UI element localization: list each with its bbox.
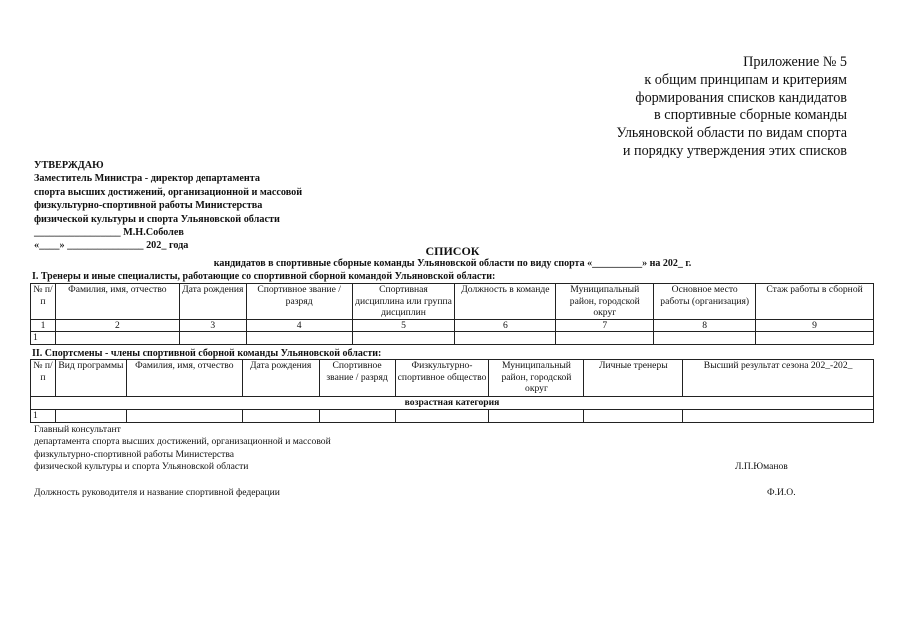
header-cell: Спортивная дисциплина или группа дисциплин <box>352 284 455 320</box>
empty-cell <box>179 332 246 345</box>
empty-cell <box>55 410 126 423</box>
empty-cell <box>126 410 242 423</box>
appendix-line: и порядку утверждения этих списков <box>622 142 847 159</box>
appendix-line: Ульяновской области по видам спорта <box>616 125 847 142</box>
table-header-row <box>31 284 874 320</box>
section2-table <box>30 359 874 423</box>
appendix-line: формирования списков кандидатов <box>635 89 847 106</box>
footer-line: физкультурно-спортивной работы Министерства <box>34 448 234 460</box>
number-cell: 4 <box>246 319 352 332</box>
category-row <box>31 397 874 410</box>
fio-label: Ф.И.О. <box>767 487 796 498</box>
signer-name: Л.П.Юманов <box>735 461 788 472</box>
empty-cell <box>654 332 756 345</box>
header-cell: Дата рождения <box>242 360 319 397</box>
appendix-line: к общим принципам и критериям <box>644 71 847 88</box>
document-title <box>0 245 905 270</box>
empty-cell <box>246 332 352 345</box>
footer-line: Главный консультант <box>34 424 121 435</box>
number-cell: 6 <box>455 319 556 332</box>
footer-line: физической культуры и спорта Ульяновской области <box>34 461 249 473</box>
table-header-row <box>31 360 874 397</box>
footer-line: департамента спорта высших достижений, организационной и массовой <box>34 436 331 448</box>
approve-date-line: «____» _______________ 202_ года <box>34 240 189 252</box>
approve-line: физической культуры и спорта Ульяновской области <box>34 213 280 225</box>
header-cell: Вид программы <box>55 360 126 397</box>
header-cell: Высший результат сезона 202_-202_ <box>683 360 874 397</box>
empty-cell <box>489 410 584 423</box>
section2-heading: II. Спортсмены - члены спортивной сборной команды Ульяновской области: <box>32 348 382 359</box>
approval-block <box>34 159 302 253</box>
footer-block <box>34 424 331 474</box>
header-cell: Стаж работы в сборной <box>756 284 874 320</box>
approve-line: спорта высших достижений, организационной и массовой <box>34 186 303 198</box>
empty-cell <box>683 410 874 423</box>
header-cell: Спортивное звание / разряд <box>319 360 395 397</box>
header-cell: Личные тренеры <box>584 360 683 397</box>
row-number-cell: 1 <box>31 332 56 345</box>
section1-heading: I. Тренеры и иные специалисты, работающие со спортивной сборной командой Ульяновской области: <box>32 271 496 282</box>
header-cell: Основное место работы (организация) <box>654 284 756 320</box>
number-cell: 2 <box>55 319 179 332</box>
number-cell: 9 <box>756 319 874 332</box>
table-row <box>31 410 874 423</box>
empty-cell <box>242 410 319 423</box>
number-cell: 7 <box>556 319 654 332</box>
header-cell: № п/п <box>31 360 56 397</box>
approve-line: Заместитель Министра - директор департамента <box>34 173 260 185</box>
column-number-row <box>31 319 874 332</box>
number-cell: 5 <box>352 319 455 332</box>
appendix-line: в спортивные сборные команды <box>654 107 847 124</box>
header-cell: Физкультурно-спортивное общество <box>395 360 489 397</box>
header-cell: Дата рождения <box>179 284 246 320</box>
header-cell: Муниципальный район, городской округ <box>556 284 654 320</box>
empty-cell <box>395 410 489 423</box>
title-main: СПИСОК <box>425 244 480 258</box>
empty-cell <box>319 410 395 423</box>
header-cell: Муниципальный район, городской округ <box>489 360 584 397</box>
header-cell: Спортивное звание / разряд <box>246 284 352 320</box>
empty-cell <box>55 332 179 345</box>
header-cell: № п/п <box>31 284 56 320</box>
empty-cell <box>352 332 455 345</box>
row-number-cell: 1 <box>31 410 56 423</box>
age-category-cell: возрастная категория <box>31 397 874 410</box>
table-row <box>31 332 874 345</box>
header-cell: Фамилия, имя, отчество <box>126 360 242 397</box>
number-cell: 1 <box>31 319 56 332</box>
approve-line: физкультурно-спортивной работы Министерства <box>34 200 263 212</box>
empty-cell <box>455 332 556 345</box>
title-sub: кандидатов в спортивные сборные команды Ульяновской области по виду спорта «__________» на 202_ г. <box>213 258 692 269</box>
approve-signature-line: _________________ М.Н.Соболев <box>34 227 184 239</box>
appendix-block <box>616 54 847 161</box>
approve-heading: УТВЕРЖДАЮ <box>34 160 104 171</box>
header-cell: Фамилия, имя, отчество <box>55 284 179 320</box>
number-cell: 3 <box>179 319 246 332</box>
empty-cell <box>584 410 683 423</box>
appendix-line: Приложение № 5 <box>743 54 847 70</box>
empty-cell <box>756 332 874 345</box>
header-cell: Должность в команде <box>455 284 556 320</box>
section1-table <box>30 283 874 345</box>
empty-cell <box>556 332 654 345</box>
number-cell: 8 <box>654 319 756 332</box>
federation-label: Должность руководителя и название спортивной федерации <box>34 487 280 498</box>
